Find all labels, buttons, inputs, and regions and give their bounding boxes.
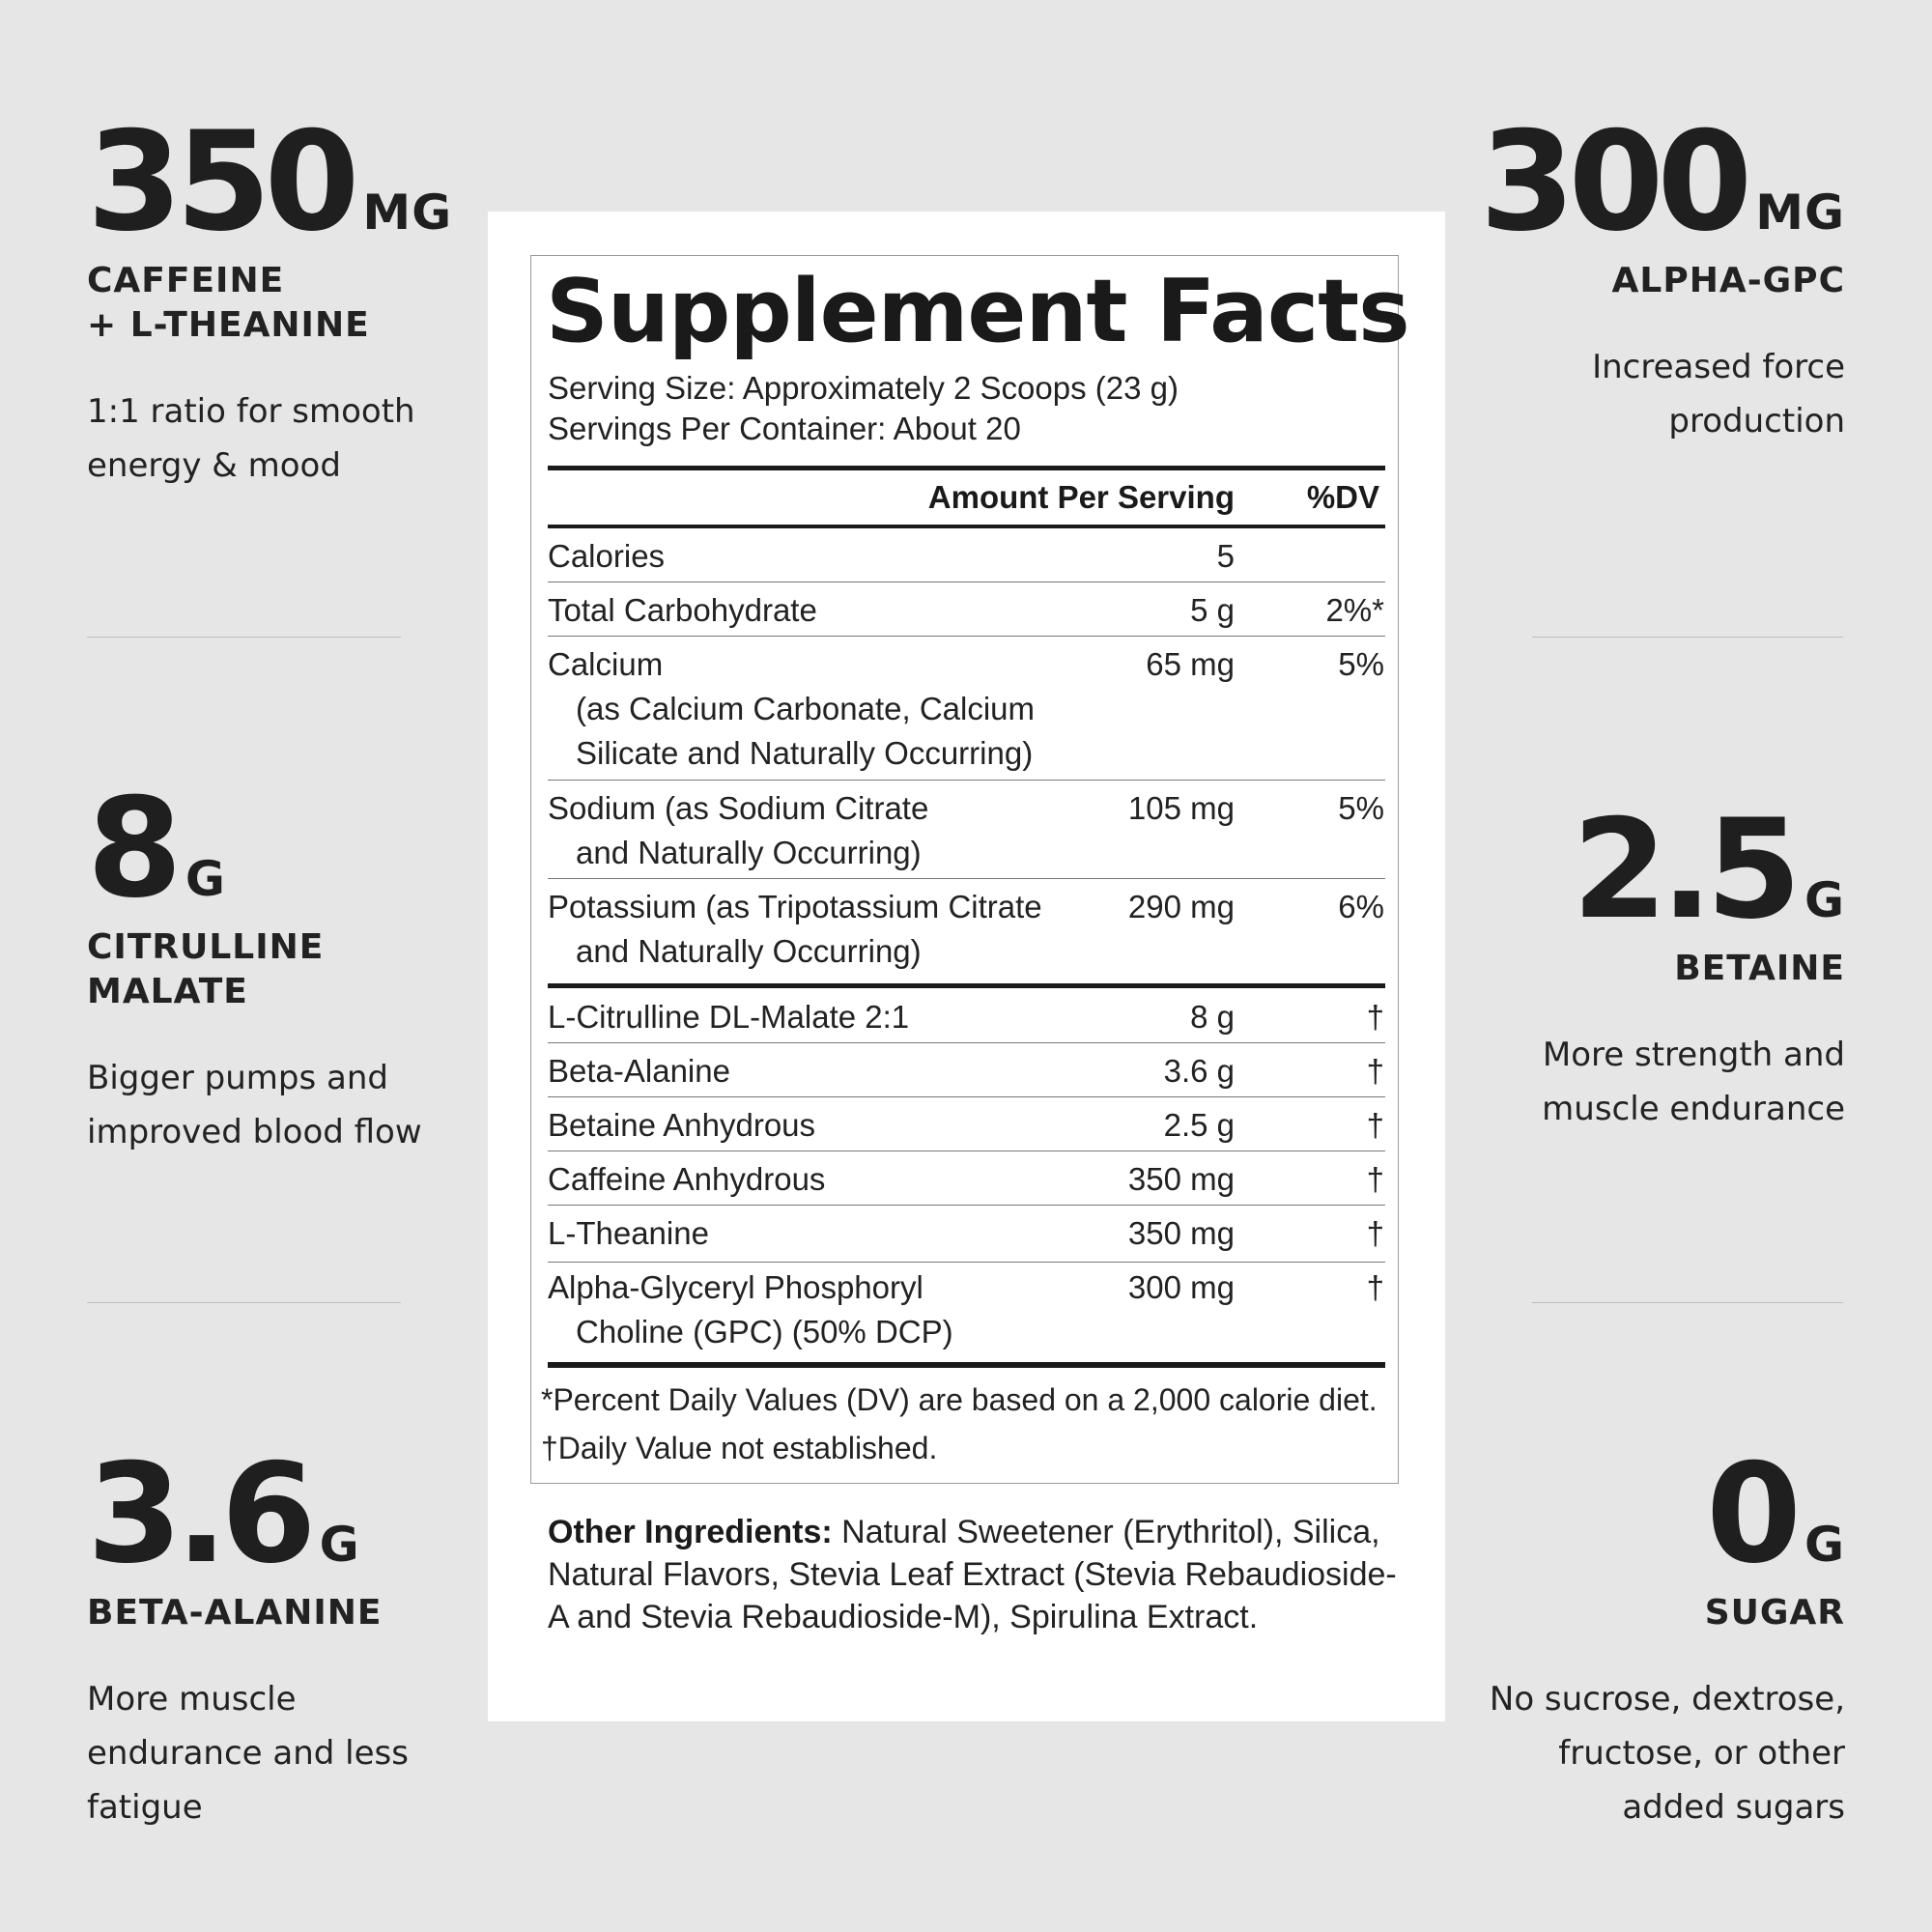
- divider: [1532, 1302, 1843, 1303]
- divider: [87, 637, 401, 638]
- ingredient-dv: †: [1366, 1161, 1384, 1197]
- ingredient-dv: †: [1366, 1107, 1384, 1143]
- stat-value-line: [1478, 790, 1845, 950]
- stat-desc-line: added sugars: [1622, 1788, 1845, 1827]
- nutrient-name-detail: Silicate and Naturally Occurring): [576, 735, 1034, 771]
- bottom-rule: [548, 1362, 1385, 1368]
- ingredient-name: L-Citrulline DL-Malate 2:1: [548, 999, 910, 1035]
- stat-desc-line: improved blood flow: [87, 1113, 422, 1151]
- stat-title-line: SUGAR: [1704, 1593, 1845, 1633]
- stat-unit: G: [1804, 872, 1845, 928]
- stat-desc-line: endurance and less: [87, 1734, 409, 1773]
- stat-desc-line: fatigue: [87, 1788, 203, 1827]
- ingredient-amount: 3.6 g: [1163, 1053, 1235, 1089]
- divider: [1532, 637, 1843, 638]
- nutrient-name: Calories: [548, 538, 666, 574]
- stat-desc-line: Increased force: [1592, 348, 1845, 386]
- divider: [87, 1302, 401, 1303]
- stat-title-line: CAFFEINE: [87, 261, 285, 300]
- stat-number: 300: [1479, 102, 1747, 262]
- nutrient-dv: 6%: [1338, 889, 1384, 924]
- nutrient-dv: 5%: [1338, 646, 1384, 682]
- highlight-beta-alanine: [87, 1435, 454, 1834]
- stat-description: [87, 384, 454, 493]
- stat-number: 8: [87, 769, 176, 928]
- stat-unit: MG: [1755, 185, 1845, 241]
- ingredient-dv: †: [1366, 1269, 1384, 1305]
- ingredient-name: Betaine Anhydrous: [548, 1107, 816, 1143]
- stat-title-line: BETA-ALANINE: [87, 1593, 383, 1633]
- stat-desc-line: energy & mood: [87, 446, 341, 485]
- ingredient-name: L-Theanine: [548, 1215, 709, 1251]
- stat-value-line: [87, 102, 454, 262]
- footnote-dv: *Percent Daily Values (DV) are based on a 2,000 calorie diet.: [541, 1382, 1378, 1417]
- highlight-alpha-gpc: [1478, 102, 1845, 448]
- ingredient-amount: 350 mg: [1127, 1215, 1235, 1251]
- stat-desc-line: 1:1 ratio for smooth: [87, 392, 415, 431]
- stat-title: [1478, 1591, 1845, 1635]
- stat-title-line: CITRULLINE: [87, 927, 325, 967]
- medium-rule: [548, 525, 1385, 528]
- nutrient-name: Calcium: [548, 646, 664, 682]
- stat-number: 0: [1706, 1435, 1795, 1594]
- row-divider: [548, 1096, 1385, 1097]
- nutrient-name-detail: and Naturally Occurring): [576, 835, 922, 870]
- stat-description: [87, 1672, 454, 1834]
- nutrient-name: Total Carbohydrate: [548, 592, 817, 628]
- highlight-betaine: [1478, 790, 1845, 1136]
- ingredient-dv: †: [1366, 999, 1384, 1035]
- stat-number: 350: [87, 102, 354, 262]
- stat-value-line: [1478, 1435, 1845, 1594]
- ingredient-name: Alpha-Glyceryl Phosphoryl: [548, 1269, 923, 1305]
- stat-title-line: BETAINE: [1674, 949, 1845, 988]
- ingredient-amount: 300 mg: [1127, 1269, 1235, 1305]
- stat-title: [87, 259, 454, 348]
- stat-number: 2.5: [1572, 790, 1795, 950]
- header-dv: %DV: [1306, 479, 1379, 515]
- stat-description: [1478, 340, 1845, 448]
- row-divider: [548, 780, 1385, 781]
- section-rule: [548, 983, 1385, 988]
- other-ingredients-label: Other Ingredients:: [548, 1514, 833, 1550]
- stat-title-line: MALATE: [87, 972, 248, 1011]
- row-divider: [548, 636, 1385, 637]
- serving-size: Serving Size: Approximately 2 Scoops (23 g): [548, 370, 1179, 406]
- stat-description: [1478, 1672, 1845, 1834]
- highlight-caffeine: [87, 102, 454, 493]
- nutrient-amount: 5: [1216, 538, 1235, 574]
- row-divider: [548, 878, 1385, 879]
- nutrient-name: Potassium (as Tripotassium Citrate: [548, 889, 1042, 924]
- ingredient-name-detail: Choline (GPC) (50% DCP): [576, 1314, 953, 1350]
- stat-title: [87, 1591, 454, 1635]
- other-ingredients-text: Natural Sweetener (Erythritol), Silica, Natural Flavors, Stevia Leaf Extract (Stevia Rebaudioside-A and Stevia Rebaudioside-M), Spirulina Extract.: [548, 1514, 1397, 1635]
- stat-value-line: [87, 1435, 454, 1594]
- nutrient-name-detail: and Naturally Occurring): [576, 933, 922, 969]
- nutrient-dv: 2%*: [1325, 592, 1384, 628]
- stat-unit: G: [1804, 1517, 1845, 1573]
- nutrient-name: Sodium (as Sodium Citrate: [548, 790, 929, 826]
- stat-desc-line: More muscle: [87, 1680, 297, 1719]
- stat-unit: MG: [362, 185, 453, 241]
- stat-value-line: [87, 769, 454, 928]
- ingredient-amount: 350 mg: [1127, 1161, 1235, 1197]
- other-ingredients: [548, 1511, 1398, 1638]
- ingredient-dv: †: [1366, 1053, 1384, 1089]
- stat-desc-line: muscle endurance: [1542, 1090, 1845, 1128]
- nutrient-amount: 5 g: [1190, 592, 1235, 628]
- servings-per-container: Servings Per Container: About 20: [548, 411, 1021, 446]
- stat-desc-line: fructose, or other: [1558, 1734, 1845, 1773]
- stat-title-line: + L-THEANINE: [87, 305, 370, 345]
- ingredient-name: Beta-Alanine: [548, 1053, 730, 1089]
- ingredient-amount: 2.5 g: [1163, 1107, 1235, 1143]
- nutrient-name-detail: (as Calcium Carbonate, Calcium: [576, 691, 1036, 726]
- stat-description: [87, 1051, 454, 1159]
- ingredient-dv: †: [1366, 1215, 1384, 1251]
- stat-number: 3.6: [87, 1435, 310, 1594]
- stat-title: [1478, 259, 1845, 303]
- stat-unit: G: [319, 1517, 360, 1573]
- ingredient-name: Caffeine Anhydrous: [548, 1161, 826, 1197]
- highlight-sugar: [1478, 1435, 1845, 1834]
- facts-title: Supplement Facts: [546, 261, 1409, 362]
- row-divider: [548, 1262, 1385, 1263]
- stat-unit: G: [185, 851, 226, 907]
- ingredient-amount: 8 g: [1190, 999, 1235, 1035]
- stat-description: [1478, 1028, 1845, 1136]
- stat-desc-line: production: [1668, 402, 1845, 440]
- header-amount: Amount Per Serving: [927, 479, 1235, 515]
- nutrient-dv: 5%: [1338, 790, 1384, 826]
- stat-desc-line: Bigger pumps and: [87, 1059, 388, 1097]
- row-divider: [548, 1042, 1385, 1043]
- stat-value-line: [1478, 102, 1845, 262]
- thick-rule: [548, 466, 1385, 470]
- row-divider: [548, 1205, 1385, 1206]
- highlight-citrulline: [87, 769, 454, 1159]
- nutrient-amount: 105 mg: [1127, 790, 1235, 826]
- footnote-dagger: †Daily Value not established.: [541, 1431, 938, 1465]
- stat-desc-line: More strength and: [1542, 1036, 1845, 1074]
- nutrient-amount: 65 mg: [1146, 646, 1235, 682]
- nutrient-amount: 290 mg: [1127, 889, 1235, 924]
- stat-title: [1478, 947, 1845, 991]
- stat-desc-line: No sucrose, dextrose,: [1489, 1680, 1845, 1719]
- stat-title-line: ALPHA-GPC: [1611, 261, 1845, 300]
- stat-title: [87, 925, 454, 1014]
